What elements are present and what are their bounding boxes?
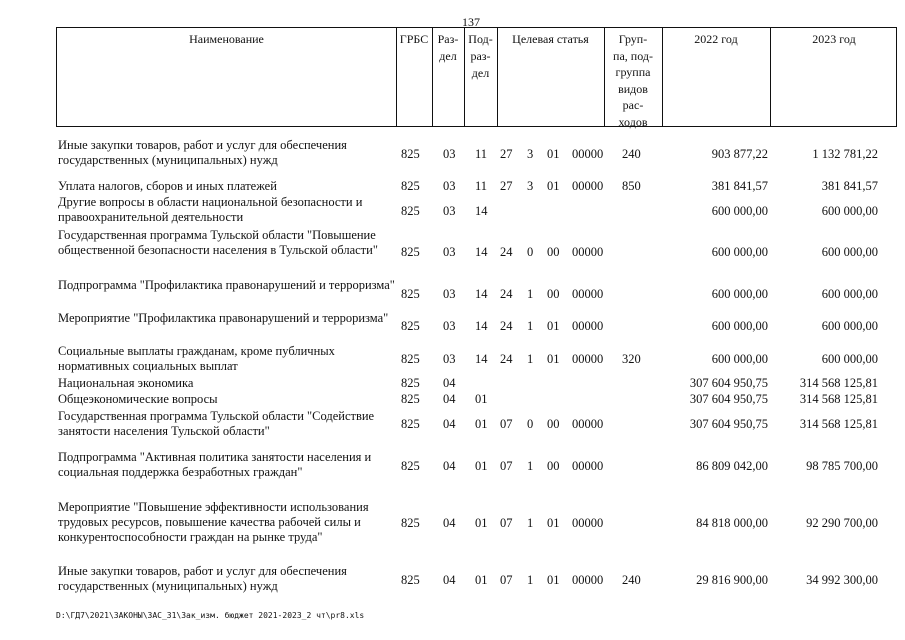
row-amount-2023: 600 000,00 <box>821 352 878 366</box>
row-grbs: 825 <box>401 204 420 218</box>
header-target-article: Целевая статья <box>512 32 589 46</box>
row-target-program: 07 <box>500 417 513 431</box>
row-expense-type: 240 <box>622 573 641 587</box>
header-name: Наименование <box>189 32 264 46</box>
row-razdel: 03 <box>443 147 456 161</box>
row-amount-2023: 34 992 300,00 <box>806 573 878 587</box>
row-expense-type: 320 <box>622 352 641 366</box>
row-target-program: 24 <box>500 245 513 259</box>
row-target-subprogram: 3 <box>527 179 534 193</box>
row-target-direction: 00000 <box>572 179 604 193</box>
row-podrazdel: 11 <box>475 179 488 193</box>
row-target-event: 01 <box>547 573 560 587</box>
row-amount-2022: 600 000,00 <box>711 287 768 301</box>
row-expense-type: 240 <box>622 147 641 161</box>
row-amount-2023: 600 000,00 <box>821 204 878 218</box>
row-target-direction: 00000 <box>572 417 604 431</box>
header-podrazdel: Под- раз- дел <box>468 32 493 80</box>
row-target-program: 24 <box>500 352 513 366</box>
row-grbs: 825 <box>401 287 420 301</box>
row-razdel: 03 <box>443 179 456 193</box>
row-amount-2022: 600 000,00 <box>711 204 768 218</box>
row-name: Общеэкономические вопросы <box>58 392 218 406</box>
row-name: Мероприятие "Повышение эффективности использования трудовых ресурсов, повышение качества рабочей силы и конкурентоспособности граждан на рынке труда" <box>58 500 369 544</box>
row-podrazdel: 14 <box>475 204 488 218</box>
row-target-direction: 00000 <box>572 459 604 473</box>
row-amount-2022: 307 604 950,75 <box>689 376 768 390</box>
row-razdel: 04 <box>443 417 456 431</box>
row-grbs: 825 <box>401 573 420 587</box>
row-podrazdel: 11 <box>475 147 488 161</box>
row-target-direction: 00000 <box>572 573 604 587</box>
row-amount-2023: 314 568 125,81 <box>799 392 878 406</box>
row-podrazdel: 14 <box>475 352 488 366</box>
row-amount-2022: 903 877,22 <box>711 147 768 161</box>
row-target-direction: 00000 <box>572 245 604 259</box>
row-amount-2022: 381 841,57 <box>711 179 768 193</box>
row-target-event: 00 <box>547 287 560 301</box>
row-target-program: 24 <box>500 319 513 333</box>
row-target-event: 01 <box>547 179 560 193</box>
row-podrazdel: 01 <box>475 392 488 406</box>
row-amount-2022: 600 000,00 <box>711 245 768 259</box>
row-podrazdel: 01 <box>475 459 488 473</box>
row-target-event: 00 <box>547 417 560 431</box>
header-expense-group: Груп- па, под- группа видов рас- ходов <box>613 32 653 129</box>
row-podrazdel: 14 <box>475 319 488 333</box>
row-target-program: 07 <box>500 573 513 587</box>
row-target-subprogram: 3 <box>527 147 534 161</box>
row-amount-2022: 307 604 950,75 <box>689 417 768 431</box>
row-target-event: 00 <box>547 245 560 259</box>
row-amount-2023: 98 785 700,00 <box>806 459 878 473</box>
row-name: Государственная программа Тульской области "Содействие занятости населения Тульской области" <box>58 409 375 438</box>
row-podrazdel: 14 <box>475 245 488 259</box>
row-target-program: 27 <box>500 179 513 193</box>
row-amount-2023: 314 568 125,81 <box>799 417 878 431</box>
file-path-footer: D:\ГД7\2021\ЗАКОНЫ\ЗАС_31\Зак_изм. бюджет 2021-2023_2 чт\pr8.xls <box>56 611 365 620</box>
row-amount-2022: 29 816 900,00 <box>696 573 768 587</box>
row-amount-2022: 307 604 950,75 <box>689 392 768 406</box>
row-target-event: 01 <box>547 319 560 333</box>
row-target-direction: 00000 <box>572 352 604 366</box>
row-grbs: 825 <box>401 459 420 473</box>
row-target-event: 01 <box>547 516 560 530</box>
row-target-program: 07 <box>500 459 513 473</box>
row-expense-type: 850 <box>622 179 641 193</box>
row-target-subprogram: 0 <box>527 245 534 259</box>
row-target-subprogram: 0 <box>527 417 534 431</box>
row-target-subprogram: 1 <box>527 319 534 333</box>
row-target-subprogram: 1 <box>527 287 534 301</box>
row-razdel: 03 <box>443 319 456 333</box>
row-amount-2022: 600 000,00 <box>711 352 768 366</box>
row-razdel: 03 <box>443 352 456 366</box>
row-name: Подпрограмма "Профилактика правонарушений и терроризма" <box>58 278 395 292</box>
row-target-direction: 00000 <box>572 516 604 530</box>
row-name: Государственная программа Тульской области "Повышение общественной безопасности населения в Тульской области" <box>58 228 378 257</box>
row-grbs: 825 <box>401 319 420 333</box>
row-razdel: 04 <box>443 573 456 587</box>
row-name: Иные закупки товаров, работ и услуг для обеспечения государственных (муниципальных) нужд <box>58 138 347 167</box>
row-grbs: 825 <box>401 245 420 259</box>
row-name: Уплата налогов, сборов и иных платежей <box>58 179 277 193</box>
row-grbs: 825 <box>401 147 420 161</box>
header-2022: 2022 год <box>694 32 738 46</box>
row-name: Иные закупки товаров, работ и услуг для обеспечения государственных (муниципальных) нужд <box>58 564 347 593</box>
row-amount-2022: 84 818 000,00 <box>696 516 768 530</box>
page-number: 137 <box>462 15 480 29</box>
row-podrazdel: 01 <box>475 516 488 530</box>
row-target-program: 24 <box>500 287 513 301</box>
row-grbs: 825 <box>401 179 420 193</box>
row-amount-2023: 600 000,00 <box>821 245 878 259</box>
row-amount-2023: 314 568 125,81 <box>799 376 878 390</box>
row-name: Другие вопросы в области национальной безопасности и правоохранительной деятельности <box>58 195 363 224</box>
row-amount-2023: 600 000,00 <box>821 319 878 333</box>
row-amount-2023: 92 290 700,00 <box>806 516 878 530</box>
row-razdel: 03 <box>443 245 456 259</box>
row-grbs: 825 <box>401 516 420 530</box>
row-amount-2023: 381 841,57 <box>821 179 878 193</box>
row-target-direction: 00000 <box>572 319 604 333</box>
row-amount-2023: 1 132 781,22 <box>812 147 878 161</box>
row-target-direction: 00000 <box>572 147 604 161</box>
row-podrazdel: 01 <box>475 417 488 431</box>
row-target-program: 07 <box>500 516 513 530</box>
row-razdel: 03 <box>443 287 456 301</box>
row-grbs: 825 <box>401 417 420 431</box>
row-target-program: 27 <box>500 147 513 161</box>
row-target-event: 01 <box>547 147 560 161</box>
row-razdel: 04 <box>443 392 456 406</box>
header-2023: 2023 год <box>812 32 856 46</box>
row-target-direction: 00000 <box>572 287 604 301</box>
row-target-subprogram: 1 <box>527 516 534 530</box>
row-grbs: 825 <box>401 352 420 366</box>
row-amount-2022: 600 000,00 <box>711 319 768 333</box>
header-razdel: Раз- дел <box>437 32 459 63</box>
table-header <box>56 27 897 127</box>
row-grbs: 825 <box>401 392 420 406</box>
row-target-subprogram: 1 <box>527 573 534 587</box>
row-podrazdel: 01 <box>475 573 488 587</box>
row-name: Подпрограмма "Активная политика занятости населения и социальная поддержка безработных граждан" <box>58 450 372 479</box>
row-razdel: 04 <box>443 516 456 530</box>
row-razdel: 03 <box>443 204 456 218</box>
row-razdel: 04 <box>443 376 456 390</box>
row-name: Социальные выплаты гражданам, кроме публичных нормативных социальных выплат <box>58 344 335 373</box>
row-target-event: 00 <box>547 459 560 473</box>
row-amount-2023: 600 000,00 <box>821 287 878 301</box>
row-target-subprogram: 1 <box>527 459 534 473</box>
row-amount-2022: 86 809 042,00 <box>696 459 768 473</box>
row-razdel: 04 <box>443 459 456 473</box>
row-podrazdel: 14 <box>475 287 488 301</box>
row-name: Мероприятие "Профилактика правонарушений и терроризма" <box>58 311 389 325</box>
row-target-event: 01 <box>547 352 560 366</box>
header-grbs: ГРБС <box>399 32 429 46</box>
row-name: Национальная экономика <box>58 376 194 390</box>
row-target-subprogram: 1 <box>527 352 534 366</box>
row-grbs: 825 <box>401 376 420 390</box>
